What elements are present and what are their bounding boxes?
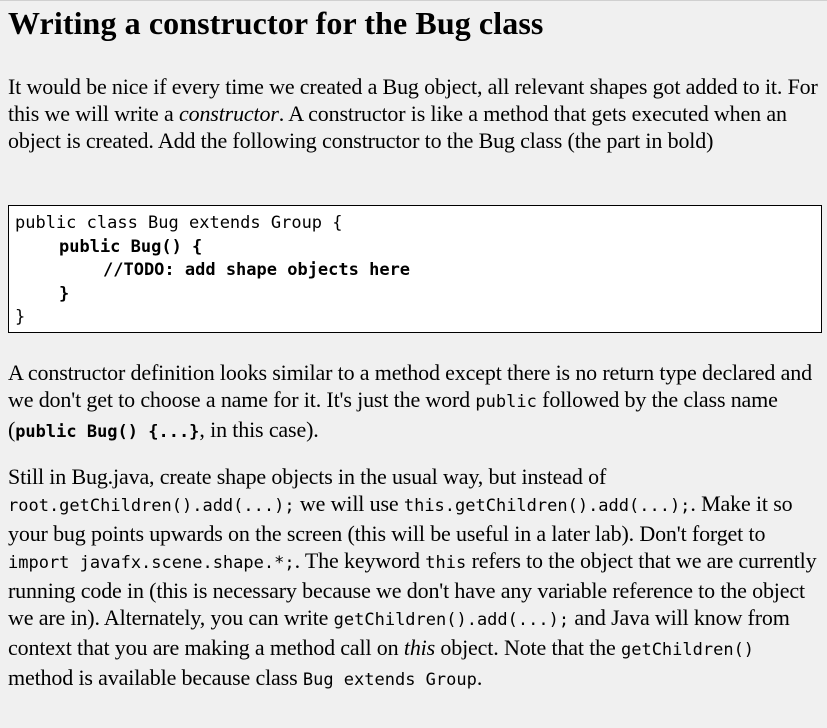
code-block <box>8 205 822 333</box>
instructions-text-2: we will use <box>294 491 404 516</box>
instructions-text-4: . The keyword <box>294 548 426 573</box>
code-line-constructor-signature: public Bug() { <box>59 236 203 257</box>
code-line-class-declaration: public class Bug extends Group { <box>15 213 343 233</box>
intro-text-2: . A constructor is like a method that gets executed when an object is created. Add the following constructor to the Bug class (the part in bold) <box>8 101 787 153</box>
instructions-code-getchildren: getChildren() <box>620 640 755 660</box>
code-line-class-close: } <box>15 307 26 327</box>
instructions-code-this-add: this.getChildren().add(...); <box>403 496 691 516</box>
instructions-code-import: import javafx.scene.shape.*; <box>8 553 295 573</box>
definition-text-1: A constructor definition looks similar to a method except there is no return type declared and we don't get to choose a name for it. It's just the word <box>8 360 812 412</box>
instructions-text-9: . <box>476 665 483 690</box>
instructions-text-7: object. Note that the <box>435 635 621 660</box>
definition-text-3: , in this case). <box>199 417 319 442</box>
intro-emphasis-constructor: constructor <box>178 101 279 126</box>
intro-paragraph <box>8 73 820 154</box>
instructions-code-bug-extends-group: Bug extends Group <box>302 670 477 690</box>
constructor-definition-paragraph <box>8 359 820 446</box>
instructions-text-6: and Java will know from context that you are making a method call on <box>8 605 790 660</box>
code-line-todo-comment: //TODO: add shape objects here <box>103 260 411 280</box>
definition-code-public: public <box>475 392 537 412</box>
instructions-text-5: refers to the object that we are currently running code in (this is necessary because we don't have any variable reference to the object we are in). Alternately, you can write <box>8 548 817 630</box>
instructions-text-8: method is available because class <box>8 665 303 690</box>
definition-text-2: followed by the class name ( <box>8 387 778 442</box>
instructions-emphasis-this: this <box>403 635 436 660</box>
page-title: Writing a constructor for the Bug class <box>8 5 544 41</box>
instructions-paragraph <box>8 463 820 694</box>
instructions-code-this: this <box>425 553 467 573</box>
instructions-text-1: Still in Bug.java, create shape objects in the usual way, but instead of <box>8 464 607 489</box>
code-line-constructor-close: } <box>59 283 70 304</box>
intro-text-1: It would be nice if every time we created a Bug object, all relevant shapes got added to it. For this we will write a <box>8 74 818 126</box>
instructions-text-3: . Make it so your bug points upwards on the screen (this will be useful in a later lab). Don't forget to <box>8 491 793 546</box>
instructions-code-root-add: root.getChildren().add(...); <box>8 496 295 516</box>
instructions-code-getchildren-add: getChildren().add(...); <box>333 610 570 630</box>
definition-code-signature: public Bug() {...} <box>15 422 200 442</box>
